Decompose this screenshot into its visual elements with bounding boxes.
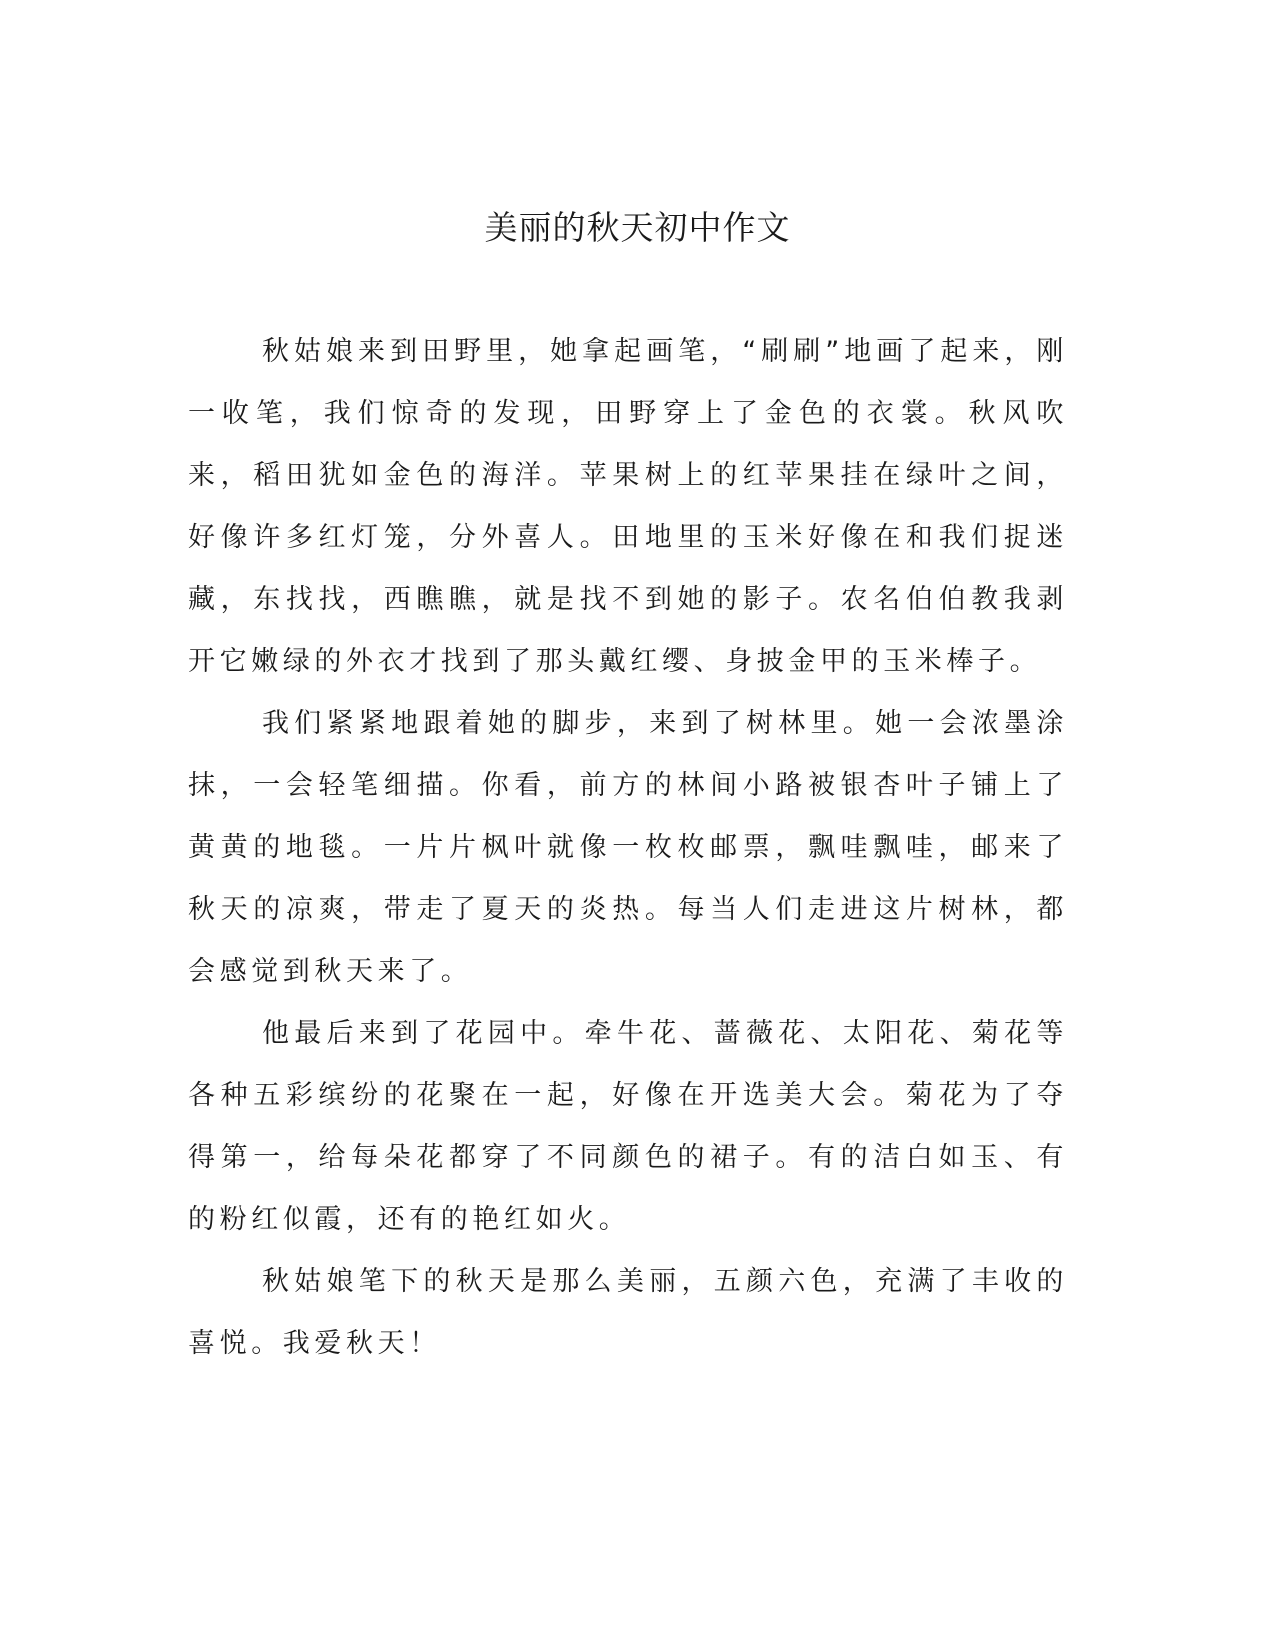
paragraph-4: 秋姑娘笔下的秋天是那么美丽，五颜六色，充满了丰收的喜悦。我爱秋天！ [188, 1266, 1068, 1359]
paragraph-3: 他最后来到了花园中。牵牛花、蔷薇花、太阳花、菊花等各种五彩缤纷的花聚在一起，好像在开选美大会。菊花为了夺得第一，给每朵花都穿了不同颜色的裙子。有的洁白如玉、有的粉红似霞，还有的艳红如火。 [188, 1018, 1068, 1235]
document-body [188, 321, 1068, 1375]
paragraph-1: 秋姑娘来到田野里，她拿起画笔，“刷刷”地画了起来，刚一收笔，我们惊奇的发现，田野穿上了金色的衣裳。秋风吹来，稻田犹如金色的海洋。苹果树上的红苹果挂在绿叶之间，好像许多红灯笼，分外喜人。田地里的玉米好像在和我们捉迷藏，东找找，西瞧瞧，就是找不到她的影子。农名伯伯教我剥开它嫩绿的外衣才找到了那头戴红缨、身披金甲的玉米棒子。 [188, 336, 1068, 677]
document-title: 美丽的秋天初中作文 [484, 208, 791, 247]
paragraph-2: 我们紧紧地跟着她的脚步，来到了树林里。她一会浓墨涂抹，一会轻笔细描。你看，前方的林间小路被银杏叶子铺上了黄黄的地毯。一片片枫叶就像一枚枚邮票，飘哇飘哇，邮来了秋天的凉爽，带走了夏天的炎热。每当人们走进这片树林，都会感觉到秋天来了。 [188, 708, 1068, 987]
